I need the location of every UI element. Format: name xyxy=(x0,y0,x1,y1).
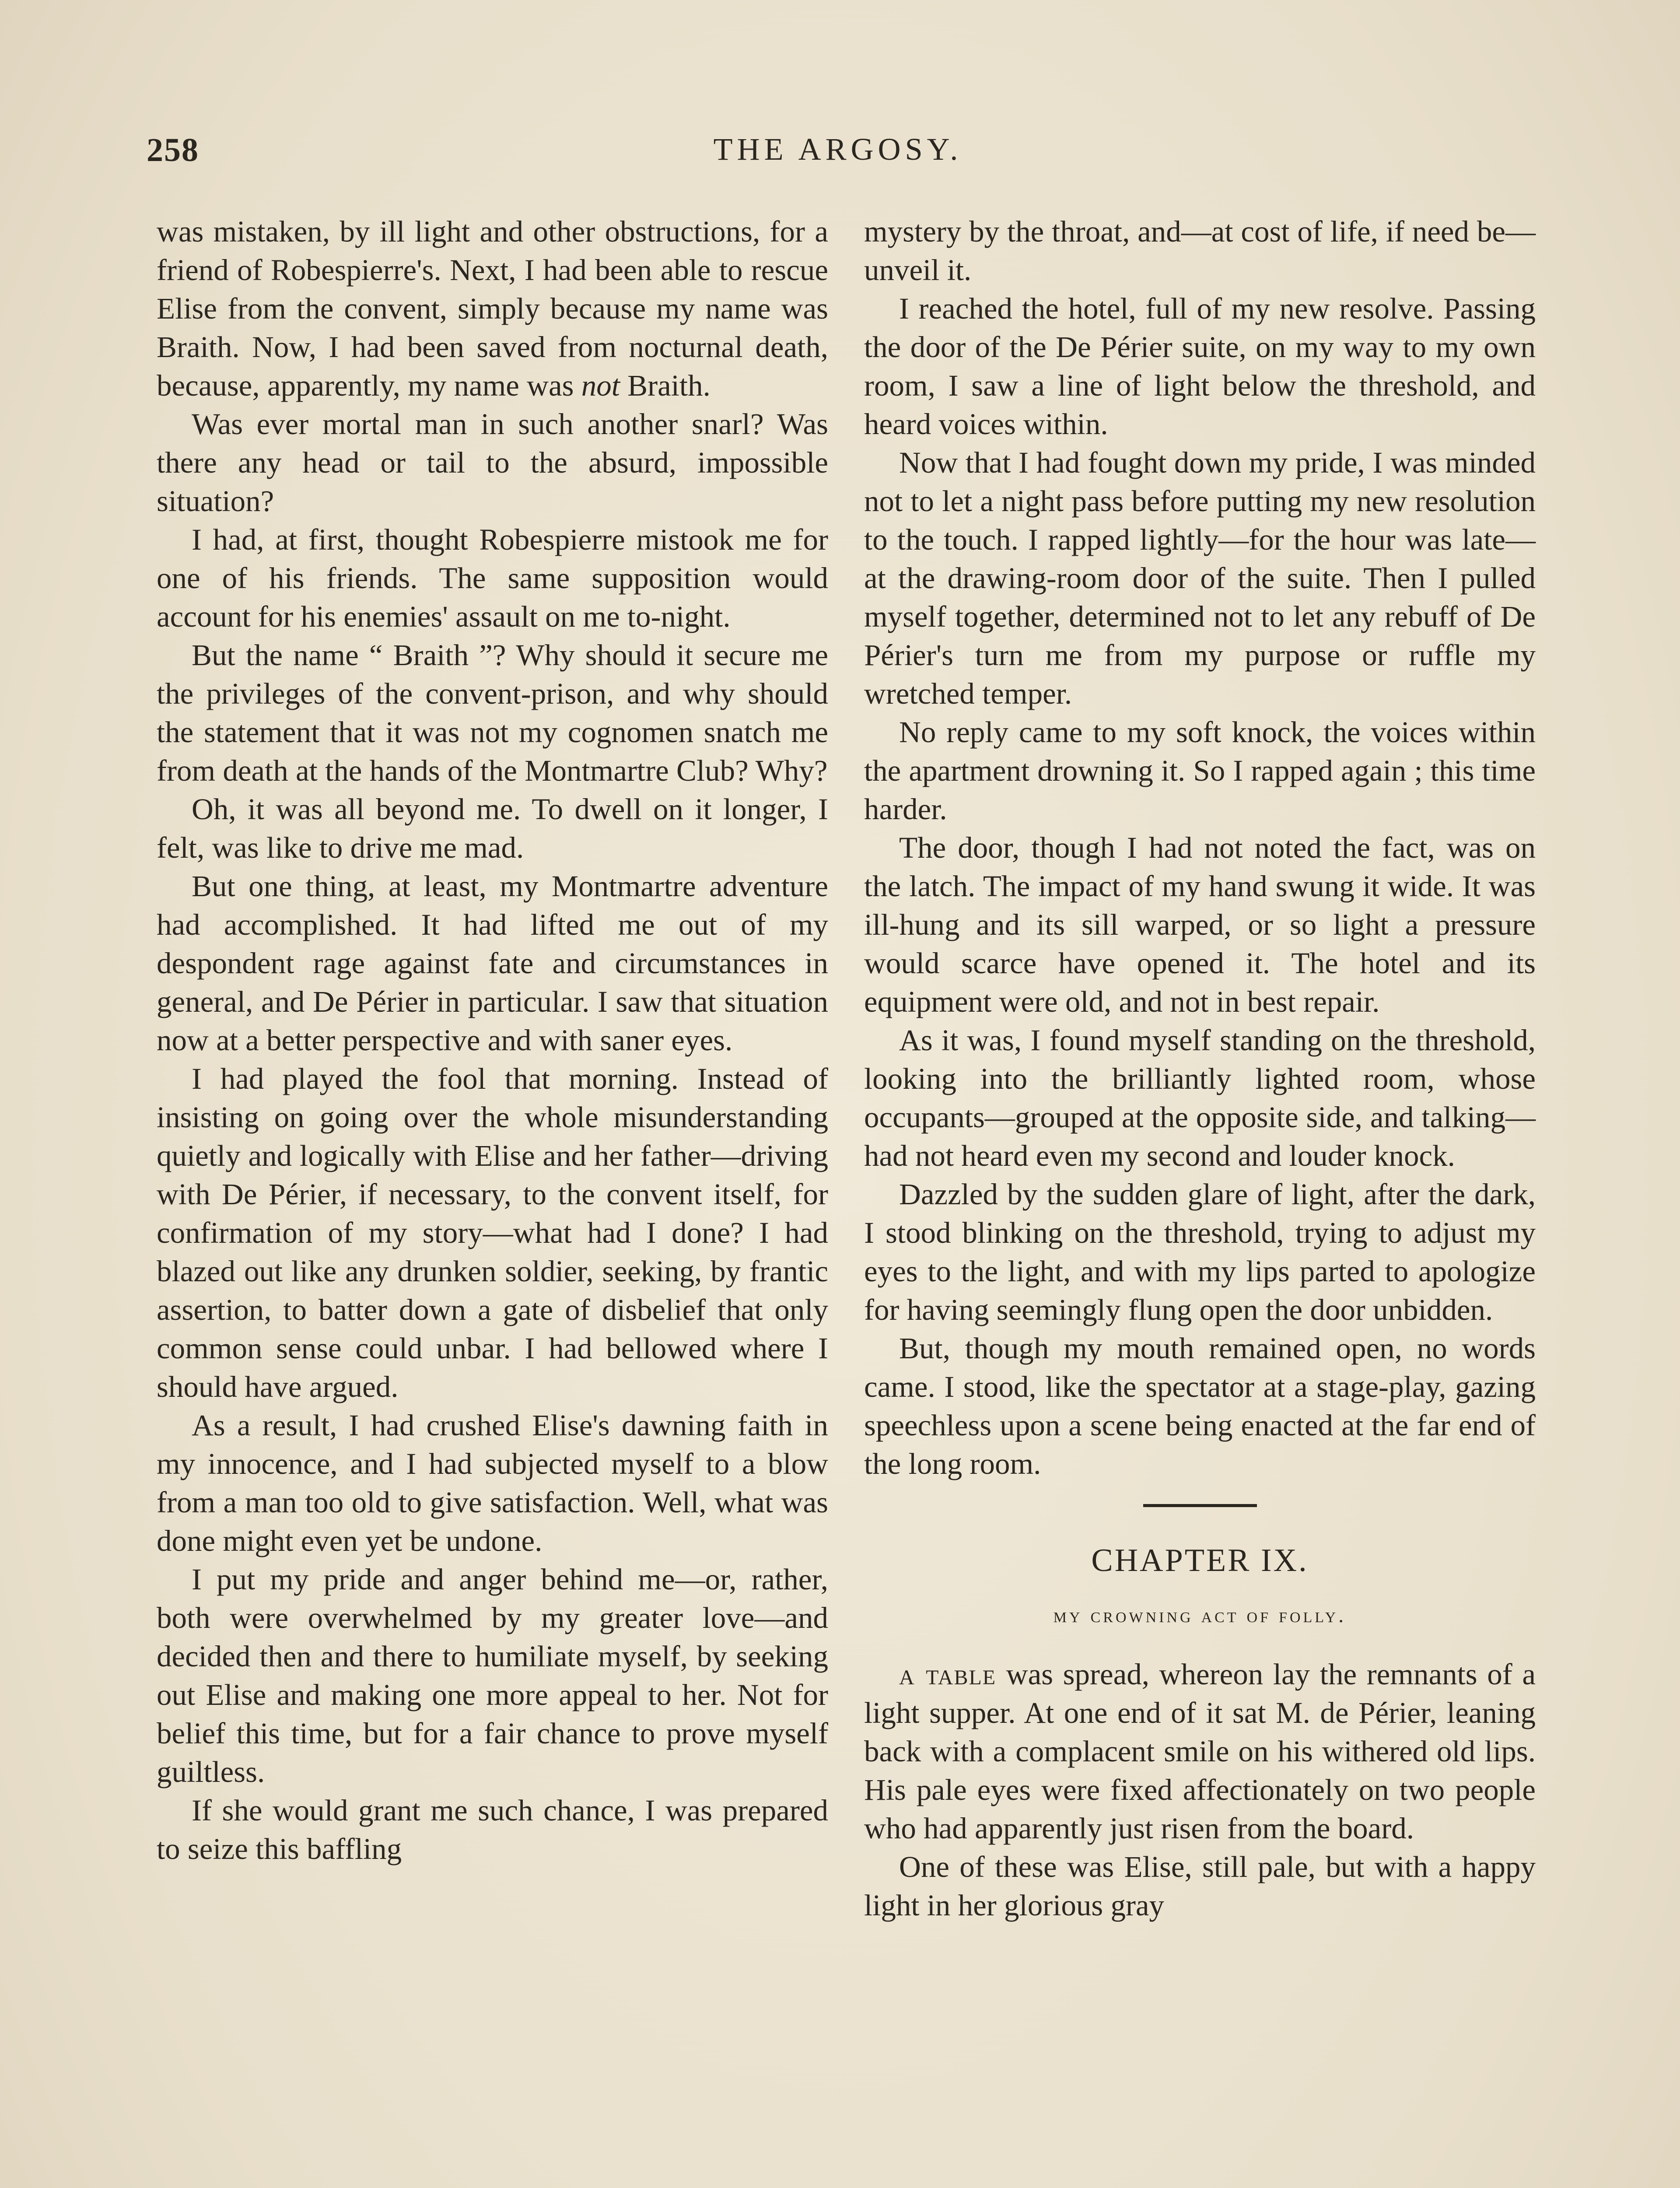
paragraph: mystery by the throat, and—at cost of life, if need be—unveil it. xyxy=(864,215,1536,287)
paragraph: I had, at first, thought Robespierre mistook me for one of his friends. The same supposition would account for his enemies' assault on me to-night. xyxy=(157,523,828,633)
paragraph: I had played the fool that morning. Instead of insisting on going over the whole misunderstanding quietly and logically with Elise and her father—driving with De Périer, if necessary, to the convent itself, for confirmation of my story—what had I done? I had blazed out like any drunken soldier, seeking, by frantic assertion, to batter down a gate of disbelief that only common sense could unbar. I had bellowed where I should have argued. xyxy=(157,1062,828,1403)
paragraph: The door, though I had not noted the fact, was on the latch. The impact of my hand swung it wide. It was ill-hung and its sill warped, or so light a pressure would scarce have opened it. The hotel and its equipment were old, and not in best repair. xyxy=(864,831,1536,1018)
paragraph: was mistaken, by ill light and other obstructions, for a friend of Robespierre's. Next, I had been able to rescue Elise from the convent, simply because my name was Braith. Now, I had been saved from nocturnal death, because, apparently, my name was not Braith. xyxy=(157,215,828,402)
chapter-title: CHAPTER IX. xyxy=(1091,1543,1309,1578)
paragraph: I put my pride and anger behind me—or, rather, both were overwhelmed by my greater love—and decided then and there to humiliate myself, by seeking out Elise and making one more appeal to her. Not for belief this time, but for a fair chance to prove myself guiltless. xyxy=(157,1563,828,1788)
paragraph: But the name “ Braith ”? Why should it secure me the privileges of the convent-prison, and why should the statement that it was not my cognomen snatch me from death at the hands of the Montmartre Club? Why? xyxy=(157,638,828,787)
paragraph: If she would grant me such chance, I was prepared to seize this baffling xyxy=(157,1794,828,1865)
paragraph: Now that I had fought down my pride, I was minded not to let a night pass before putting my new resolution to the touch. I rapped lightly—for the hour was late—at the drawing-room door of the suite. Then I pulled myself together, determined not to let any rebuff of De Périer's turn me from my purpose or ruffle my wretched temper. xyxy=(864,446,1536,710)
small-caps-lead: a table xyxy=(899,1658,997,1691)
running-title: THE ARGOSY. xyxy=(713,132,962,167)
paragraph: But one thing, at least, my Montmartre adventure had accomplished. It had lifted me out of my despondent rage against fate and circumstances in general, and De Périer in particular. I saw that situation now at a better perspective and with saner eyes. xyxy=(157,870,828,1057)
page-number: 258 xyxy=(147,132,199,168)
paragraph: One of these was Elise, still pale, but with a happy light in her glorious gray xyxy=(864,1850,1536,1922)
paragraph: I reached the hotel, full of my new resolve. Passing the door of the De Périer suite, on my way to my own room, I saw a line of light below the threshold, and heard voices within. xyxy=(864,292,1536,441)
left-column xyxy=(157,212,828,1868)
paragraph: As a result, I had crushed Elise's dawning faith in my innocence, and I had subjected myself to a blow from a man too old to give satisfaction. Well, what was done might even yet be undone. xyxy=(157,1409,828,1557)
paragraph: As it was, I found myself standing on the threshold, looking into the brilliantly lighted room, whose occupants—grouped at the opposite side, and talking—had not heard even my second and louder knock. xyxy=(864,1024,1536,1172)
section-divider xyxy=(1143,1504,1257,1507)
paragraph: Dazzled by the sudden glare of light, after the dark, I stood blinking on the threshold, trying to adjust my eyes to the light, and with my lips parted to apologize for having seemingly flung open the door unbidden. xyxy=(864,1178,1536,1326)
right-column xyxy=(864,212,1536,1925)
paragraph: Was ever mortal man in such another snarl? Was there any head or tail to the absurd, impossible situation? xyxy=(157,407,828,518)
paragraph: Oh, it was all beyond me. To dwell on it longer, I felt, was like to drive me mad. xyxy=(157,792,828,864)
page-header xyxy=(147,131,1529,184)
paragraph: But, though my mouth remained open, no words came. I stood, like the spectator at a stage-play, gazing speechless upon a scene being enacted at the far end of the long room. xyxy=(864,1332,1536,1480)
chapter-subtitle: my crowning act of folly. xyxy=(1053,1604,1347,1627)
paragraph: a table was spread, whereon lay the remnants of a light supper. At one end of it sat M. de Périer, leaning back with a complacent smile on his withered old lips. His pale eyes were fixed affectionately on two people who had apparently just risen from the board. xyxy=(864,1658,1536,1845)
paragraph: No reply came to my soft knock, the voices within the apartment drowning it. So I rapped again ; this time harder. xyxy=(864,715,1536,826)
